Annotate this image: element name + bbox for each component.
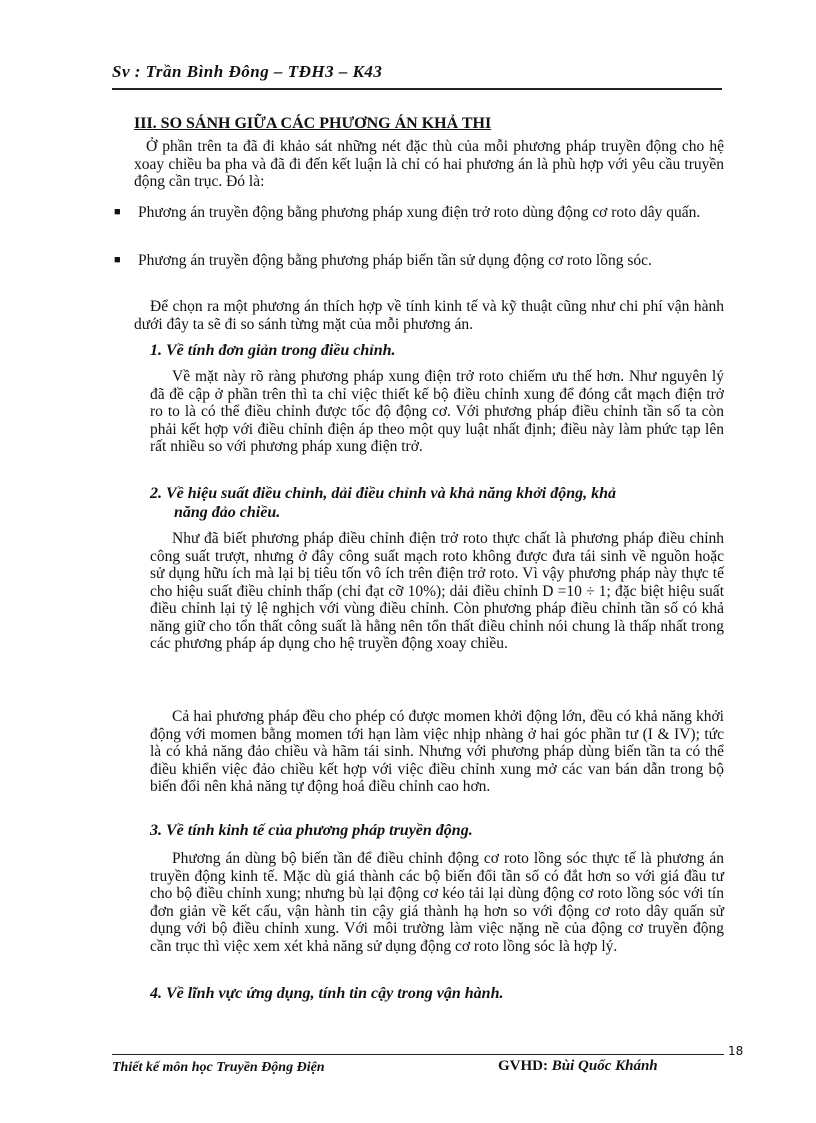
choose-paragraph: Để chọn ra một phương án thích hợp về tính kinh tế và kỹ thuật cũng như chi phí vận hành dưới đây ta sẽ đi so sánh từng mặt của mỗi phương án. [134, 298, 724, 333]
footer-course: Thiết kế môn học Truyền Động Điện [112, 1060, 325, 1075]
section-1-heading: 1. Về tính đơn giản trong điều chỉnh. [150, 342, 396, 359]
section-3-text: Phương án dùng bộ biến tần để điều chỉnh động cơ roto lồng sóc thực tế là phương án truyền động kinh tế. Mặc dù giá thành các bộ biến đổi tần số có đắt hơn so với giá đầu tư cho bộ điều chỉnh xung; nhưng bù lại động cơ kéo tải lại dùng động cơ roto lồng sóc với tín đơn giản về kết cấu, vận hành tin cậy giá thành hạ hơn so với động cơ roto dây quấn sử dụng với bộ điều chỉnh xung. Với môi trường làm việc nặng nề của động cơ truyền động cần trục thì việc xem xét khả năng sử dụng động cơ roto lồng sóc là hợp lý. [150, 850, 724, 955]
footer-advisor-name: Bùi Quốc Khánh [551, 1058, 658, 1074]
section-2-text-b: Cả hai phương pháp đều cho phép có được momen khởi động lớn, đều có khả năng khởi động với momen bằng momen tới hạn làm việc nhịp nhàng ở hai góc phần tư (I & IV); tức là có khả năng đảo chiều và hãm tái sinh. Nhưng với phương pháp dùng biến tần ta có thể điều khiển việc đảo chiều kết hợp với việc điều chỉnh xung mở các van bán dẫn trong bộ biến đổi nên khả năng tự động hoá điều chỉnh cao hơn. [150, 708, 724, 795]
section-title: III. SO SÁNH GIỮA CÁC PHƯƠNG ÁN KHẢ THI [134, 115, 492, 132]
footer-advisor [498, 1058, 658, 1075]
section-2-heading-cont: năng đảo chiều. [174, 504, 281, 521]
section-2-text-a: Như đã biết phương pháp điều chỉnh điện trở roto thực chất là phương pháp điều chỉnh công suất trượt, nhưng ở đây công suất mạch roto không được đưa tái sinh về nguồn hoặc sử dụng hữu ích mà lại bị tiêu tốn vô ích trên điện trở roto. Vì vậy phương pháp này thực tế cho hiệu suất điều chỉnh thấp (chỉ đạt cỡ 10%); dải điều chỉnh D =10 ÷ 1; đặc biệt hiệu suất điều chỉnh lại tỷ lệ nghịch với vùng điều chỉnh. Còn phương pháp điều chỉnh tần số có khả năng giữ cho tổn thất công suất là hằng nên tổn thất điều chỉnh nói chung là thấp nhất trong các phương pháp áp dụng cho hệ truyền động xoay chiều. [150, 530, 724, 652]
section-1-text: Về mặt này rõ ràng phương pháp xung điện trở roto chiếm ưu thế hơn. Như nguyên lý đã đề cập ở phần trên thì ta chỉ việc thiết kế bộ điều chỉnh xung để đóng cắt mạch điện trở ro to là có thể điều chỉnh được tốc độ động cơ. Với phương pháp điều chỉnh tần số ta còn phải kết hợp với điều chỉnh điện áp theo một quy luật nhất định; điều này làm phức tạp lên rất nhiều so với phương pháp xung điện trở. [150, 368, 724, 455]
section-2-heading: 2. Về hiệu suất điều chỉnh, dải điều chỉnh và khả năng khởi động, khả [150, 485, 617, 502]
section-3-heading: 3. Về tính kinh tế của phương pháp truyền động. [150, 822, 473, 839]
section-4-heading: 4. Về lĩnh vực ứng dụng, tính tin cậy trong vận hành. [150, 985, 504, 1002]
bullet-item: Phương án truyền động bằng phương pháp biến tần sử dụng động cơ roto lồng sóc. [138, 252, 652, 269]
bullet-square-icon: ■ [114, 254, 121, 266]
intro-paragraph: Ở phần trên ta đã đi khảo sát những nét đặc thù của mỗi phương pháp truyền động cho hệ xoay chiều ba pha và đã đi đến kết luận là chỉ có hai phương án là phù hợp với yêu cầu truyền động cần trục. Đó là: [134, 138, 724, 190]
footer-advisor-label: GVHD: [498, 1058, 548, 1074]
footer-divider [112, 1054, 724, 1055]
bullet-item: Phương án truyền động bằng phương pháp xung điện trở roto dùng động cơ roto dây quấn. [138, 204, 701, 221]
page-header: Sv : Trần Bình Đông – TĐH3 – K43 [112, 62, 383, 81]
header-divider [112, 88, 722, 90]
bullet-square-icon: ■ [114, 206, 121, 218]
page-number: 18 [728, 1044, 744, 1058]
